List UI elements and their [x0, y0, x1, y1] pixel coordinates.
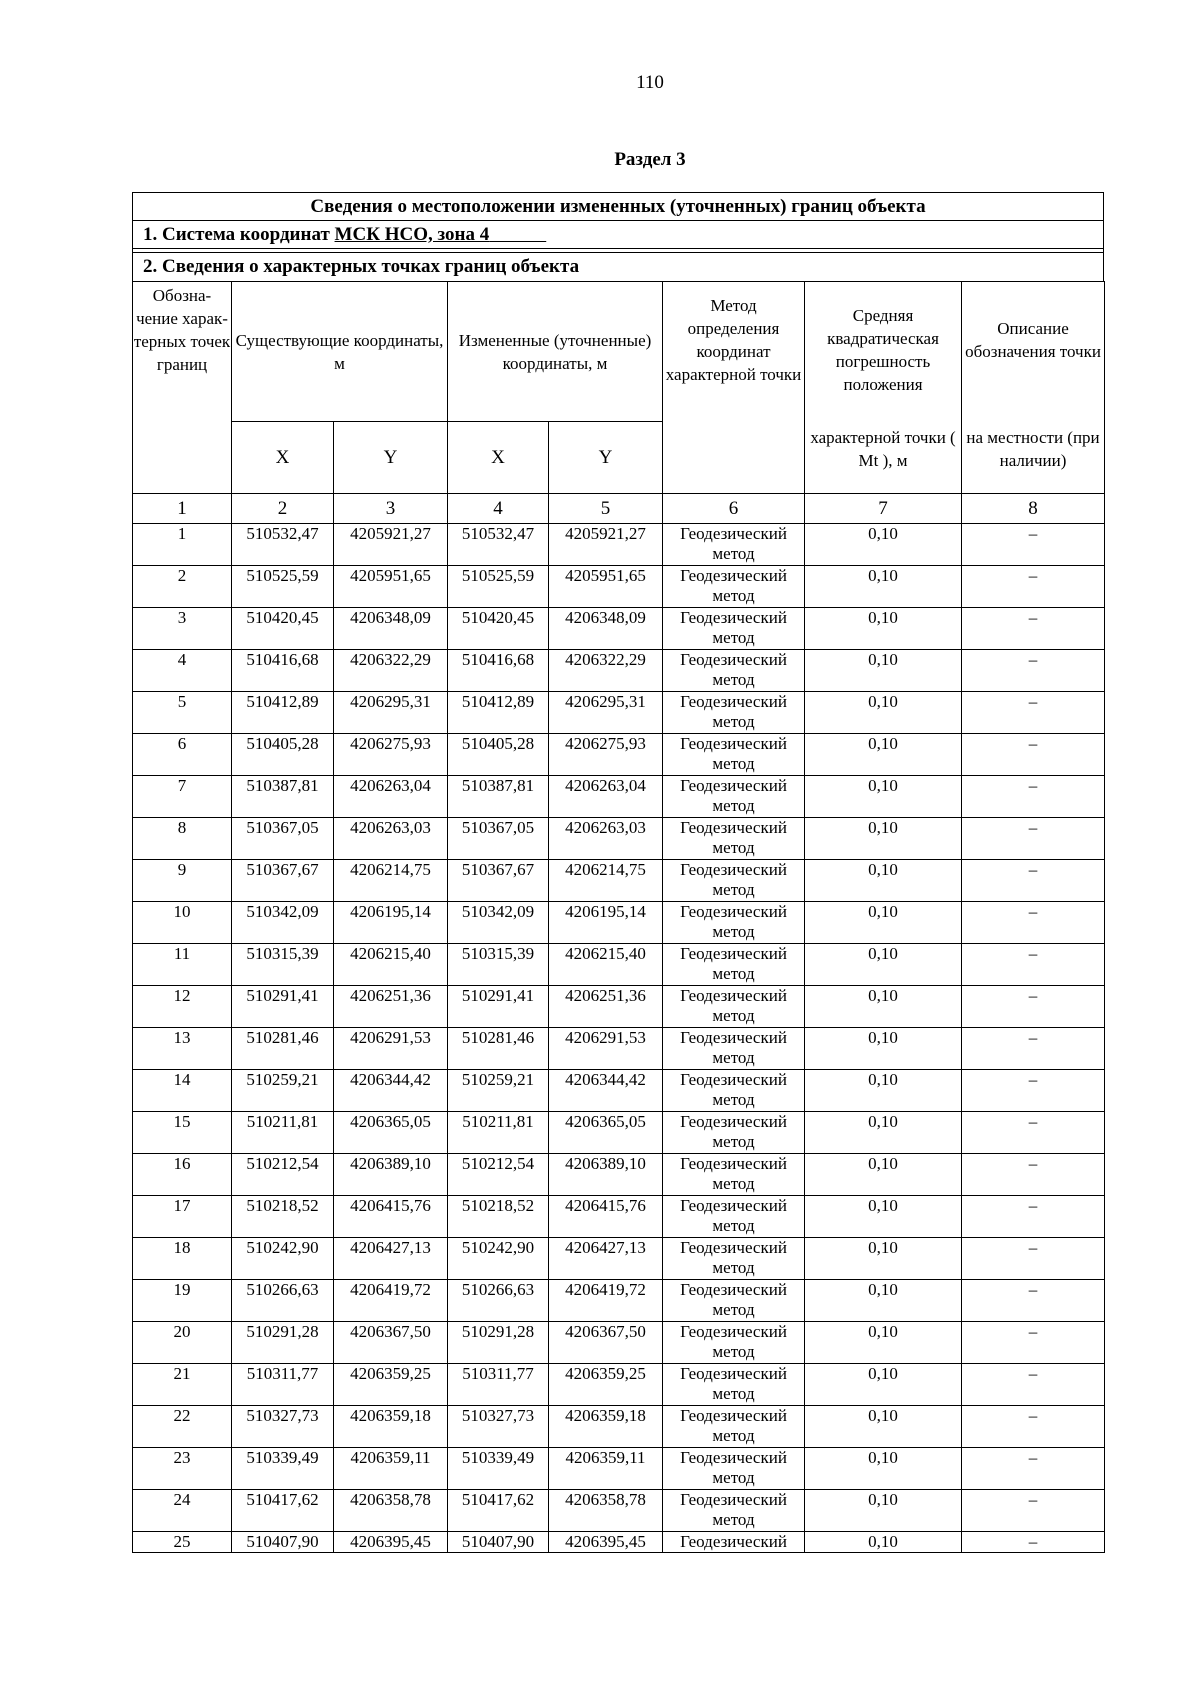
cell-changed-y: 4206195,14 [549, 902, 663, 944]
cell-changed-x: 510291,28 [448, 1322, 549, 1364]
cell-point-number: 10 [133, 902, 232, 944]
table-row [133, 566, 1105, 608]
cell-method: Геодезический метод [663, 734, 805, 776]
cell-existing-x: 510242,90 [232, 1238, 334, 1280]
boundary-sheet [132, 192, 1104, 1553]
cell-changed-x: 510405,28 [448, 734, 549, 776]
cell-changed-x: 510407,90 [448, 1532, 549, 1553]
cell-method: Геодезический метод [663, 692, 805, 734]
points-table [132, 281, 1105, 1553]
cell-method: Геодезический метод [663, 1280, 805, 1322]
cell-method: Геодезический метод [663, 608, 805, 650]
cell-changed-x: 510211,81 [448, 1112, 549, 1154]
cell-point-number: 23 [133, 1448, 232, 1490]
cell-mean-error: 0,10 [805, 776, 962, 818]
coord-system-value: МСК НСО, зона 4 [334, 224, 490, 245]
cell-method: Геодезический метод [663, 524, 805, 566]
cell-existing-y: 4206367,50 [334, 1322, 448, 1364]
cell-mean-error: 0,10 [805, 524, 962, 566]
cell-point-number: 14 [133, 1070, 232, 1112]
cell-changed-x: 510311,77 [448, 1364, 549, 1406]
cell-existing-y: 4206365,05 [334, 1112, 448, 1154]
cell-point-number: 25 [133, 1532, 232, 1553]
cell-existing-y: 4206263,04 [334, 776, 448, 818]
cell-existing-y: 4206251,36 [334, 986, 448, 1028]
cell-changed-x: 510242,90 [448, 1238, 549, 1280]
cell-changed-y: 4206415,76 [549, 1196, 663, 1238]
table-row [133, 1028, 1105, 1070]
table-row [133, 608, 1105, 650]
cell-changed-y: 4206251,36 [549, 986, 663, 1028]
cell-point-number: 17 [133, 1196, 232, 1238]
column-number: 4 [448, 494, 549, 524]
header-changed-coords: Измененные (уточненные) координаты, м [448, 282, 663, 422]
cell-mean-error: 0,10 [805, 1028, 962, 1070]
cell-mean-error: 0,10 [805, 818, 962, 860]
cell-description: – [962, 1196, 1105, 1238]
cell-changed-y: 4206322,29 [549, 650, 663, 692]
cell-description: – [962, 776, 1105, 818]
cell-existing-x: 510212,54 [232, 1154, 334, 1196]
table-row [133, 1322, 1105, 1364]
cell-mean-error: 0,10 [805, 1112, 962, 1154]
cell-changed-x: 510281,46 [448, 1028, 549, 1070]
table-row [133, 734, 1105, 776]
cell-existing-x: 510311,77 [232, 1364, 334, 1406]
cell-mean-error: 0,10 [805, 1280, 962, 1322]
cell-mean-error: 0,10 [805, 902, 962, 944]
cell-existing-y: 4206427,13 [334, 1238, 448, 1280]
cell-changed-x: 510291,41 [448, 986, 549, 1028]
cell-changed-x: 510342,09 [448, 902, 549, 944]
cell-existing-y: 4206358,78 [334, 1490, 448, 1532]
cell-changed-x: 510339,49 [448, 1448, 549, 1490]
table-row [133, 1448, 1105, 1490]
cell-description: – [962, 692, 1105, 734]
cell-existing-y: 4206291,53 [334, 1028, 448, 1070]
cell-mean-error: 0,10 [805, 566, 962, 608]
cell-existing-y: 4206195,14 [334, 902, 448, 944]
table-row [133, 902, 1105, 944]
cell-existing-x: 510342,09 [232, 902, 334, 944]
column-number: 6 [663, 494, 805, 524]
cell-existing-x: 510211,81 [232, 1112, 334, 1154]
page-number: 110 [636, 72, 664, 93]
cell-point-number: 12 [133, 986, 232, 1028]
cell-method: Геодезический метод [663, 1070, 805, 1112]
cell-existing-x: 510412,89 [232, 692, 334, 734]
header-desc-bottom: на местности (при наличии) [962, 422, 1105, 494]
cell-mean-error: 0,10 [805, 692, 962, 734]
cell-method: Геодезический метод [663, 818, 805, 860]
table-row [133, 1280, 1105, 1322]
cell-mean-error: 0,10 [805, 944, 962, 986]
coord-system-row [133, 221, 1103, 249]
cell-existing-x: 510291,41 [232, 986, 334, 1028]
cell-point-number: 13 [133, 1028, 232, 1070]
cell-changed-x: 510315,39 [448, 944, 549, 986]
cell-method: Геодезический метод [663, 1028, 805, 1070]
cell-mean-error: 0,10 [805, 986, 962, 1028]
cell-method: Геодезический метод [663, 650, 805, 692]
cell-changed-y: 4206359,25 [549, 1364, 663, 1406]
cell-mean-error: 0,10 [805, 1490, 962, 1532]
cell-changed-y: 4206359,18 [549, 1406, 663, 1448]
cell-existing-y: 4206395,45 [334, 1532, 448, 1553]
cell-description: – [962, 566, 1105, 608]
cell-existing-x: 510387,81 [232, 776, 334, 818]
cell-changed-y: 4206359,11 [549, 1448, 663, 1490]
cell-point-number: 16 [133, 1154, 232, 1196]
cell-description: – [962, 650, 1105, 692]
table-row [133, 524, 1105, 566]
cell-mean-error: 0,10 [805, 1238, 962, 1280]
cell-mean-error: 0,10 [805, 1070, 962, 1112]
cell-existing-y: 4206344,42 [334, 1070, 448, 1112]
cell-existing-x: 510367,67 [232, 860, 334, 902]
cell-changed-x: 510387,81 [448, 776, 549, 818]
cell-mean-error: 0,10 [805, 1448, 962, 1490]
cell-method: Геодезический метод [663, 986, 805, 1028]
cell-description: – [962, 986, 1105, 1028]
cell-existing-x: 510405,28 [232, 734, 334, 776]
cell-changed-x: 510259,21 [448, 1070, 549, 1112]
cell-changed-x: 510367,67 [448, 860, 549, 902]
header-title: Сведения о местоположении измененных (уточненных) границ объекта [133, 193, 1103, 221]
table-row [133, 1154, 1105, 1196]
cell-existing-y: 4206359,18 [334, 1406, 448, 1448]
cell-changed-y: 4206275,93 [549, 734, 663, 776]
cell-point-number: 7 [133, 776, 232, 818]
cell-changed-x: 510532,47 [448, 524, 549, 566]
column-number: 5 [549, 494, 663, 524]
cell-changed-x: 510412,89 [448, 692, 549, 734]
header-changed-x: X [448, 422, 549, 494]
cell-description: – [962, 524, 1105, 566]
cell-changed-y: 4206389,10 [549, 1154, 663, 1196]
cell-point-number: 24 [133, 1490, 232, 1532]
table-row [133, 1112, 1105, 1154]
cell-method: Геодезический метод [663, 902, 805, 944]
cell-existing-y: 4206263,03 [334, 818, 448, 860]
cell-existing-x: 510417,62 [232, 1490, 334, 1532]
header-error-bottom: характерной точки ( Mt ), м [805, 422, 962, 494]
column-number: 1 [133, 494, 232, 524]
header-method: Метод определения координат характерной точки [663, 282, 805, 494]
header-desc-top: Описание обозначения точки [962, 282, 1105, 422]
cell-description: – [962, 734, 1105, 776]
cell-description: – [962, 1448, 1105, 1490]
cell-mean-error: 0,10 [805, 1154, 962, 1196]
cell-point-number: 9 [133, 860, 232, 902]
cell-method: Геодезический метод [663, 1364, 805, 1406]
cell-point-number: 2 [133, 566, 232, 608]
cell-existing-x: 510407,90 [232, 1532, 334, 1553]
cell-point-number: 1 [133, 524, 232, 566]
cell-point-number: 20 [133, 1322, 232, 1364]
cell-changed-x: 510525,59 [448, 566, 549, 608]
table-row [133, 944, 1105, 986]
cell-mean-error: 0,10 [805, 608, 962, 650]
cell-existing-x: 510259,21 [232, 1070, 334, 1112]
cell-mean-error: 0,10 [805, 1364, 962, 1406]
table-row [133, 1532, 1105, 1553]
cell-description: – [962, 902, 1105, 944]
table-row [133, 1196, 1105, 1238]
cell-point-number: 11 [133, 944, 232, 986]
cell-changed-y: 4206344,42 [549, 1070, 663, 1112]
cell-existing-y: 4206359,25 [334, 1364, 448, 1406]
cell-existing-x: 510525,59 [232, 566, 334, 608]
cell-point-number: 15 [133, 1112, 232, 1154]
table-row [133, 1238, 1105, 1280]
table-row [133, 776, 1105, 818]
cell-point-number: 21 [133, 1364, 232, 1406]
cell-existing-y: 4206419,72 [334, 1280, 448, 1322]
cell-changed-x: 510367,05 [448, 818, 549, 860]
points-title-box [132, 252, 1104, 281]
cell-changed-y: 4205921,27 [549, 524, 663, 566]
cell-existing-x: 510281,46 [232, 1028, 334, 1070]
cell-changed-y: 4206348,09 [549, 608, 663, 650]
header-error-top: Средняя квадратическая погрешность положения [805, 282, 962, 422]
table-row [133, 818, 1105, 860]
cell-method: Геодезический метод [663, 566, 805, 608]
cell-existing-y: 4206415,76 [334, 1196, 448, 1238]
cell-changed-x: 510218,52 [448, 1196, 549, 1238]
cell-description: – [962, 1406, 1105, 1448]
points-title: 2. Сведения о характерных точках границ объекта [143, 256, 580, 277]
cell-existing-y: 4206359,11 [334, 1448, 448, 1490]
cell-description: – [962, 1070, 1105, 1112]
table-row [133, 1070, 1105, 1112]
table-row [133, 692, 1105, 734]
cell-changed-y: 4206358,78 [549, 1490, 663, 1532]
cell-changed-x: 510266,63 [448, 1280, 549, 1322]
cell-point-number: 3 [133, 608, 232, 650]
cell-method: Геодезический метод [663, 1490, 805, 1532]
cell-description: – [962, 1490, 1105, 1532]
table-row [133, 986, 1105, 1028]
header-existing-y: Y [334, 422, 448, 494]
cell-existing-y: 4206214,75 [334, 860, 448, 902]
cell-existing-x: 510218,52 [232, 1196, 334, 1238]
cell-point-number: 22 [133, 1406, 232, 1448]
cell-description: – [962, 860, 1105, 902]
cell-mean-error: 0,10 [805, 1406, 962, 1448]
cell-existing-x: 510367,05 [232, 818, 334, 860]
cell-existing-x: 510339,49 [232, 1448, 334, 1490]
cell-method: Геодезический метод [663, 1448, 805, 1490]
column-number-row [133, 494, 1105, 524]
cell-changed-y: 4206395,45 [549, 1532, 663, 1553]
cell-description: – [962, 1112, 1105, 1154]
column-number: 7 [805, 494, 962, 524]
cell-changed-y: 4205951,65 [549, 566, 663, 608]
cell-description: – [962, 944, 1105, 986]
cell-description: – [962, 608, 1105, 650]
cell-existing-y: 4206215,40 [334, 944, 448, 986]
table-row [133, 1490, 1105, 1532]
cell-mean-error: 0,10 [805, 1322, 962, 1364]
cell-point-number: 19 [133, 1280, 232, 1322]
cell-method: Геодезический метод [663, 1322, 805, 1364]
cell-method: Геодезический метод [663, 860, 805, 902]
header-changed-y: Y [549, 422, 663, 494]
cell-changed-x: 510212,54 [448, 1154, 549, 1196]
cell-changed-y: 4206291,53 [549, 1028, 663, 1070]
cell-existing-y: 4206275,93 [334, 734, 448, 776]
cell-changed-x: 510416,68 [448, 650, 549, 692]
cell-changed-x: 510327,73 [448, 1406, 549, 1448]
cell-mean-error: 0,10 [805, 650, 962, 692]
cell-description: – [962, 1280, 1105, 1322]
column-number: 3 [334, 494, 448, 524]
cell-method: Геодезический метод [663, 1238, 805, 1280]
column-number: 2 [232, 494, 334, 524]
cell-existing-x: 510416,68 [232, 650, 334, 692]
cell-method: Геодезический метод [663, 1154, 805, 1196]
cell-existing-y: 4205921,27 [334, 524, 448, 566]
cell-method: Геодезический метод [663, 1196, 805, 1238]
header-existing-coords: Существующие координаты, м [232, 282, 448, 422]
cell-description: – [962, 818, 1105, 860]
cell-mean-error: 0,10 [805, 860, 962, 902]
header-existing-x: X [232, 422, 334, 494]
cell-existing-y: 4205951,65 [334, 566, 448, 608]
cell-point-number: 5 [133, 692, 232, 734]
cell-method: Геодезический метод [663, 1112, 805, 1154]
cell-point-number: 8 [133, 818, 232, 860]
cell-mean-error: 0,10 [805, 1196, 962, 1238]
cell-changed-y: 4206263,03 [549, 818, 663, 860]
cell-changed-y: 4206367,50 [549, 1322, 663, 1364]
column-number: 8 [962, 494, 1105, 524]
cell-existing-x: 510327,73 [232, 1406, 334, 1448]
cell-description: – [962, 1154, 1105, 1196]
table-row [133, 650, 1105, 692]
cell-existing-x: 510266,63 [232, 1280, 334, 1322]
header-point-label: Обозна-чение харак-терных точек границ [133, 282, 232, 494]
cell-existing-y: 4206295,31 [334, 692, 448, 734]
cell-existing-x: 510532,47 [232, 524, 334, 566]
cell-changed-y: 4206365,05 [549, 1112, 663, 1154]
cell-existing-y: 4206389,10 [334, 1154, 448, 1196]
cell-method: Геодезический [663, 1532, 805, 1553]
cell-changed-y: 4206295,31 [549, 692, 663, 734]
cell-existing-x: 510291,28 [232, 1322, 334, 1364]
cell-changed-x: 510417,62 [448, 1490, 549, 1532]
table-row [133, 860, 1105, 902]
cell-existing-y: 4206322,29 [334, 650, 448, 692]
cell-changed-y: 4206419,72 [549, 1280, 663, 1322]
cell-point-number: 18 [133, 1238, 232, 1280]
points-table-body [133, 524, 1105, 1553]
cell-changed-y: 4206215,40 [549, 944, 663, 986]
cell-description: – [962, 1532, 1105, 1553]
cell-mean-error: 0,10 [805, 734, 962, 776]
cell-point-number: 4 [133, 650, 232, 692]
cell-point-number: 6 [133, 734, 232, 776]
cell-method: Геодезический метод [663, 944, 805, 986]
cell-changed-y: 4206214,75 [549, 860, 663, 902]
header-box [132, 192, 1104, 249]
cell-changed-y: 4206427,13 [549, 1238, 663, 1280]
cell-existing-x: 510315,39 [232, 944, 334, 986]
cell-description: – [962, 1238, 1105, 1280]
cell-existing-x: 510420,45 [232, 608, 334, 650]
coord-system-label: 1. Система координат [143, 224, 330, 245]
cell-changed-x: 510420,45 [448, 608, 549, 650]
cell-description: – [962, 1364, 1105, 1406]
cell-existing-y: 4206348,09 [334, 608, 448, 650]
table-row [133, 1406, 1105, 1448]
cell-method: Геодезический метод [663, 776, 805, 818]
cell-description: – [962, 1322, 1105, 1364]
cell-description: – [962, 1028, 1105, 1070]
cell-mean-error: 0,10 [805, 1532, 962, 1553]
cell-method: Геодезический метод [663, 1406, 805, 1448]
table-row [133, 1364, 1105, 1406]
cell-changed-y: 4206263,04 [549, 776, 663, 818]
section-title: Раздел 3 [614, 149, 686, 170]
